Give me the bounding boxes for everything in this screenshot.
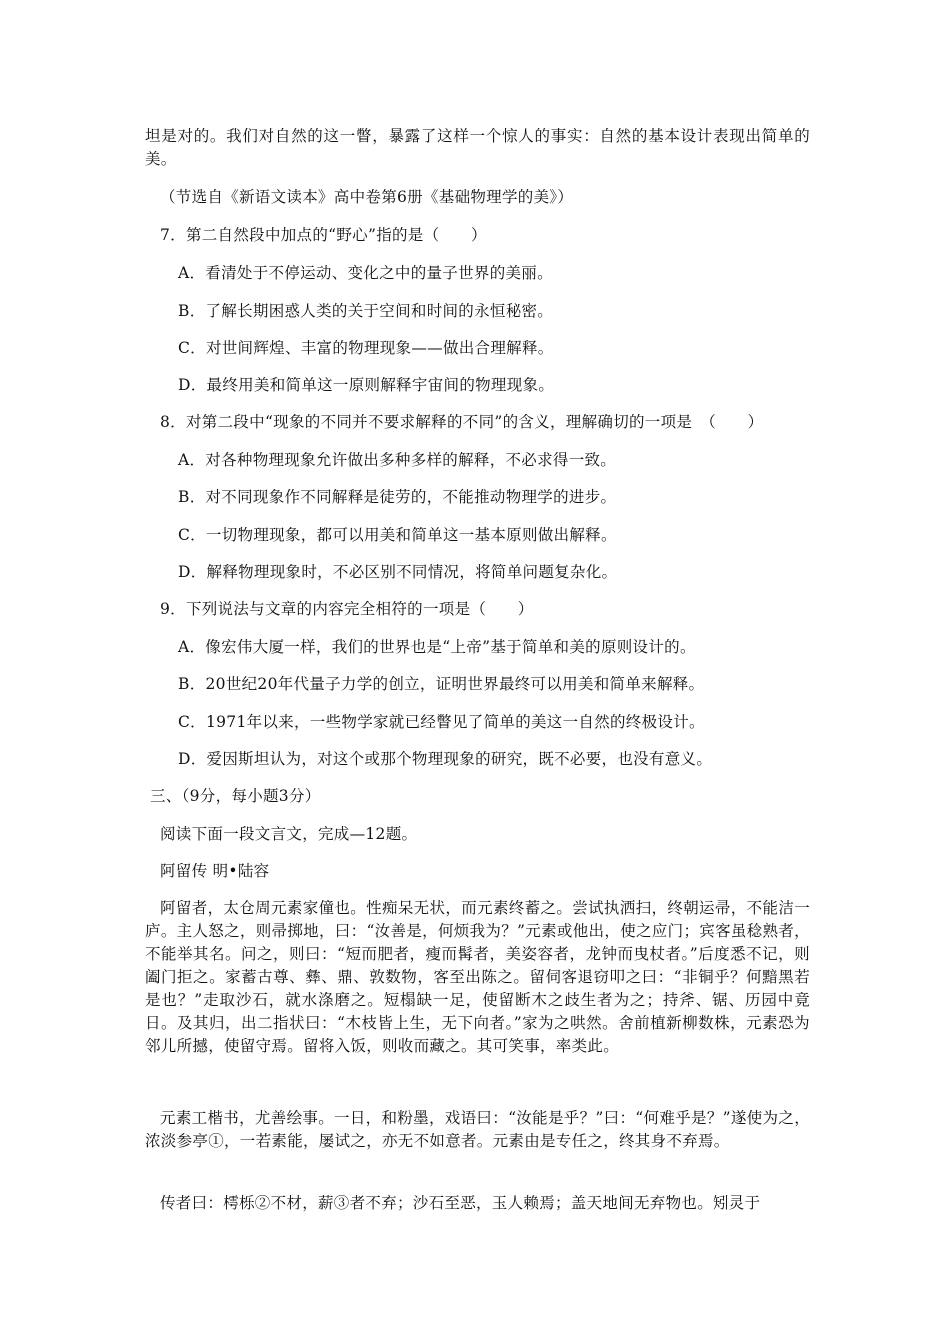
source-note: （节选自《新语文读本》高中卷第6册《基础物理学的美》）: [160, 188, 574, 206]
question-7-option-a: A．看清处于不停运动、变化之中的量子世界的美丽。: [178, 264, 553, 282]
classical-text-paragraph-3: 传者曰：樗栎②不材，薪③者不弃；沙石至恶，玉人赖焉；盖天地间无弃物也。矧灵于: [160, 1194, 761, 1212]
passage-end-paragraph: 坦是对的。我们对自然的这一瞥，暴露了这样一个惊人的事实：自然的基本设计表现出简单的美。: [145, 127, 810, 168]
question-8-stem: 8．对第二段中“现象的不同并不要求解释的不同”的含义，理解确切的一项是 （ ）: [160, 413, 764, 431]
question-8-option-c: C．一切物理现象，都可以用美和简单这一基本原则做出解释。: [178, 526, 617, 544]
classical-text-paragraph-2: 元素工楷书，尤善绘事。一日，和粉墨，戏语曰：“汝能是乎？”曰：“何难乎是？”遂使为之，浓淡参亭①，一若素能，屡试之，亦无不如意者。元素由是专任之，终其身不弃焉。: [145, 1109, 810, 1150]
question-8-option-b: B．对不同现象作不同解释是徒劳的，不能推动物理学的进步。: [178, 488, 617, 506]
section-3-instruction: 阅读下面一段文言文，完成—12题。: [160, 825, 418, 843]
section-3-heading: 三、（9分，每小题3分）: [150, 787, 321, 805]
question-7-stem: 7．第二自然段中加点的“野心”指的是（ ）: [160, 226, 487, 244]
classical-text-paragraph-1: 阿留者，太仓周元素家僮也。性痴呆无状，而元素终蓄之。尝试执洒扫，终朝运帚，不能洁一庐。主人怒之，则帚掷地，曰：“汝善是，何烦我为？”元素或他出，使之应门；宾客虽稔熟者，不能举其名。问之，则曰：“短而肥者，瘦而髯者，美姿容者，龙钟而曳杖者。”后度悉不记，则阖门拒之。家蓄古尊、彝、鼎、敦数物，客至出陈之。留伺客退窃叩之曰：“非铜乎？何黯黑若是也？”走取沙石，就水涤磨之。短榻缺一足，使留断木之歧生者为之；持斧、锯、历园中竟日。及其归，出二指状曰：“木枝皆上生，无下向者。”家为之哄然。舍前植新柳数株，元素恐为邻儿所撼，使留守焉。留将入饭，则收而藏之。其可笑事，率类此。: [145, 899, 810, 1055]
question-8-option-a: A．对各种物理现象允许做出多种多样的解释，不必求得一致。: [178, 451, 617, 469]
question-9-option-c: C．1971年以来，一些物学家就已经瞥见了简单的美这一自然的终极设计。: [178, 713, 705, 731]
question-7-option-d: D．最终用美和简单这一原则解释宇宙间的物理现象。: [178, 376, 555, 394]
question-9-stem: 9．下列说法与文章的内容完全相符的一项是（ ）: [160, 600, 534, 618]
question-7-option-c: C．对世间辉煌、丰富的物理现象——做出合理解释。: [178, 339, 554, 357]
question-9-option-b: B．20世纪20年代量子力学的创立，证明世界最终可以用美和简单来解释。: [178, 675, 705, 693]
question-9-option-d: D．爱因斯坦认为，对这个或那个物理现象的研究，既不必要，也没有意义。: [178, 750, 713, 768]
question-7-option-b: B．了解长期困惑人类的关于空间和时间的永恒秘密。: [178, 302, 554, 320]
question-9-option-a: A．像宏伟大厦一样，我们的世界也是“上帝”基于简单和美的原则设计的。: [178, 638, 696, 656]
classical-text-title: 阿留传 明•陆容: [160, 862, 270, 880]
question-8-option-d: D．解释物理现象时，不必区别不同情况，将简单问题复杂化。: [178, 563, 618, 581]
